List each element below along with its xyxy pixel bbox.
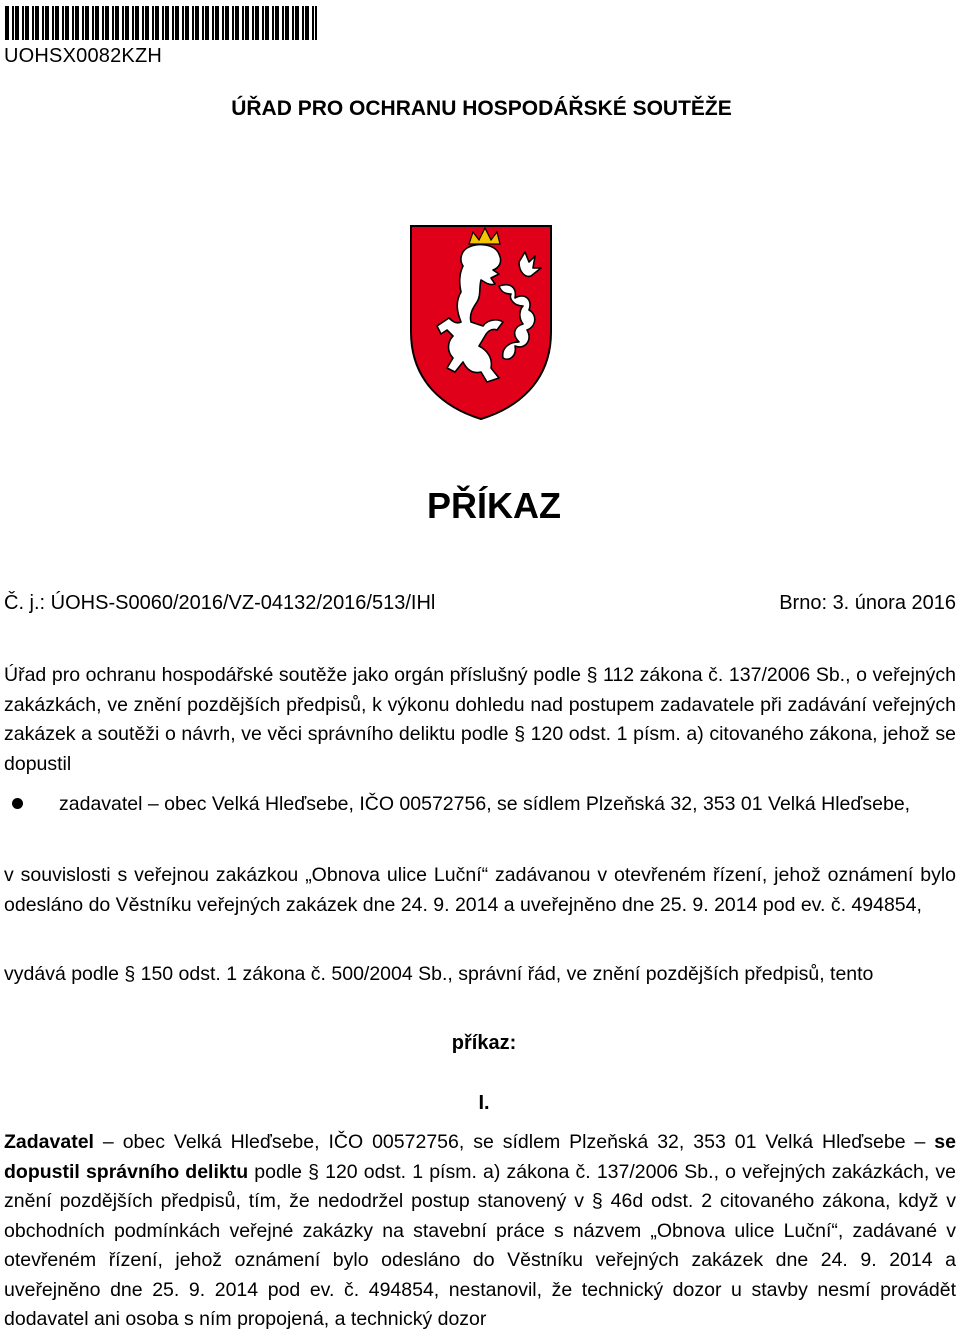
document-id: UOHSX0082KZH — [4, 45, 163, 67]
barcode — [5, 6, 317, 40]
verdict-subject: Zadavatel — [4, 1131, 94, 1153]
place-and-date: Brno: 3. února 2016 — [779, 592, 956, 614]
party-bullet-text: zadavatel – obec Velká Hleďsebe, IČO 00572756, se sídlem Plzeňská 32, 353 01 Velká Hleďsebe, — [59, 793, 911, 815]
coat-of-arms-icon — [407, 222, 555, 422]
section-numeral: I. — [478, 1092, 490, 1114]
verdict-offense: se dopustil správního deliktu — [4, 1131, 956, 1183]
context-paragraph: v souvislosti s veřejnou zakázkou „Obnova ulice Luční“ zadávanou v otevřeném řízení, jehož oznámení bylo odesláno do Věstníku veřejných zakázek dne 24. 9. 2014 a uveřejněno dne 25. 9. 2014 pod ev. č. 494854, — [4, 864, 956, 916]
verdict-subject-detail: – obec Velká Hleďsebe, IČO 00572756, se sídlem Plzeňská 32, 353 01 Velká Hleďsebe – — [93, 1131, 935, 1153]
reference-number: Č. j.: ÚOHS-S0060/2016/VZ-04132/2016/513/IHl — [4, 592, 436, 614]
intro-paragraph: Úřad pro ochranu hospodářské soutěže jako orgán příslušný podle § 112 zákona č. 137/2006 Sb., o veřejných zakázkách, ve znění pozdějších předpisů, k výkonu dohledu nad postupem zadavatele při zadávání veřejných zakázek a soutěži o návrh, ve věci správního deliktu podle § 120 odst. 1 písm. a) citovaného zákona, jehož se dopustil — [4, 664, 956, 775]
verdict-rest: podle § 120 odst. 1 písm. a) zákona č. 137/2006 Sb., o veřejných zakázkách, ve znění pozdějších předpisů, tím, že nedodržel postup stanovený v § 46d odst. 2 citovaného zákona, když v obchodních podmínkách veřejné zakázky na stavební práce s názvem „Obnova ulice Luční“, zadávané v otevřeném řízení, jehož oznámení bylo odesláno do Věstníku veřejných zakázek dne 24. 9. 2014 a uveřejněno dne 25. 9. 2014 pod ev. č. 494854, nestanovil, že technický dozor u stavby nesmí provádět dodavatel ani osoba s ním propojená, a technický dozor — [4, 1160, 956, 1330]
verdict-paragraph — [4, 1128, 956, 1335]
document-title: PŘÍKAZ — [427, 485, 561, 526]
bullet-icon — [12, 798, 23, 809]
issue-paragraph: vydává podle § 150 odst. 1 zákona č. 500/2004 Sb., správní řád, ve znění pozdějších předpisů, tento — [4, 963, 874, 985]
office-name: ÚŘAD PRO OCHRANU HOSPODÁŘSKÉ SOUTĚŽE — [231, 97, 732, 120]
order-heading: příkaz: — [451, 1032, 517, 1054]
party-bullet-item — [4, 790, 956, 820]
